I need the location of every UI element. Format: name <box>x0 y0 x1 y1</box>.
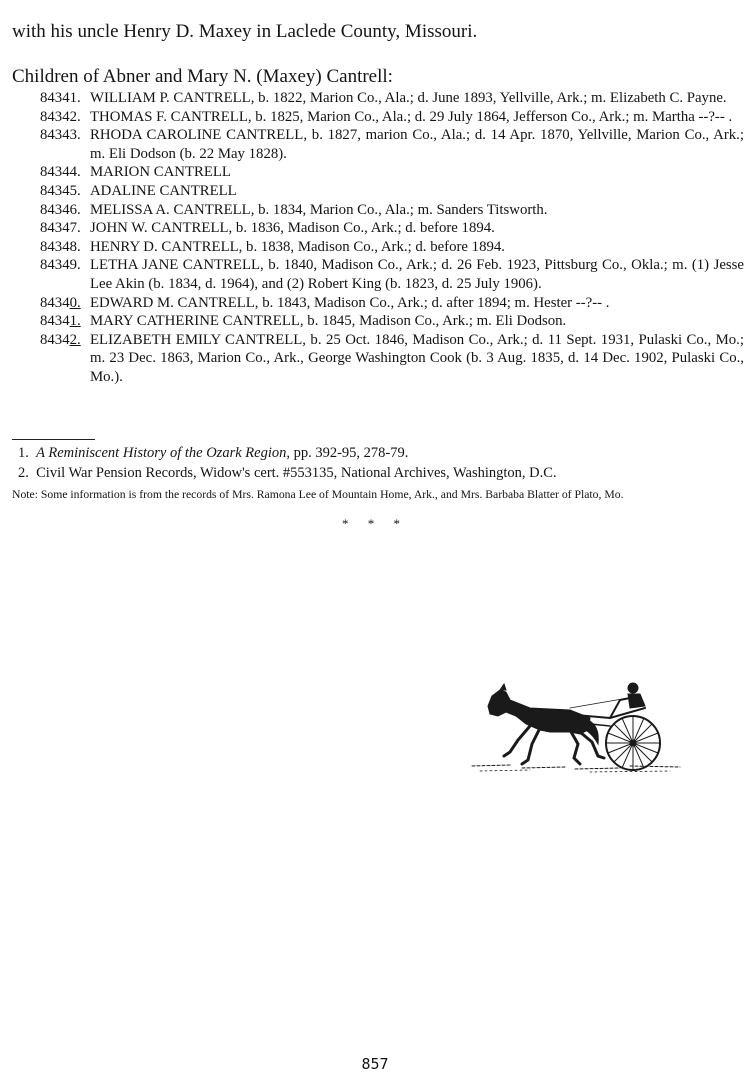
entry-number: 84341. <box>40 313 81 330</box>
list-item <box>40 201 744 220</box>
entry-text: ADALINE CANTRELL <box>90 182 237 199</box>
entry-number: 84345. <box>40 182 81 199</box>
list-item <box>40 182 744 201</box>
entry-text: HENRY D. CANTRELL, b. 1838, Madison Co., Ark.; d. before 1894. <box>90 238 505 255</box>
page-number: 857 <box>361 1055 389 1073</box>
entry-text: RHODA CAROLINE CANTRELL, b. 1827, marion Co., Ala.; d. 14 Apr. 1870, Yellville, Marion Co., Ark.; m. Eli Dodson (b. 22 May 1828). <box>90 127 744 162</box>
horse-and-sulky-icon <box>470 678 685 793</box>
intro-line: with his uncle Henry D. Maxey in Laclede County, Missouri. <box>12 21 478 42</box>
children-list <box>40 89 744 387</box>
entry-number: 84347. <box>40 220 81 237</box>
footnote-1-title: A Reminiscent History of the Ozark Region <box>36 445 287 461</box>
children-heading: Children of Abner and Mary N. (Maxey) Cantrell: <box>12 66 393 87</box>
entry-text: MARY CATHERINE CANTRELL, b. 1845, Madison Co., Ark.; m. Eli Dodson. <box>90 313 567 330</box>
list-item <box>40 294 744 313</box>
entry-number: 84340. <box>40 294 81 311</box>
entry-number: 84343. <box>40 127 81 144</box>
list-item <box>40 256 744 293</box>
entry-text: JOHN W. CANTRELL, b. 1836, Madison Co., Ark.; d. before 1894. <box>90 220 495 237</box>
footnote-rule <box>12 439 95 440</box>
list-item <box>40 108 744 127</box>
entry-text: MELISSA A. CANTRELL, b. 1834, Marion Co., Ala.; m. Sanders Titsworth. <box>90 201 548 218</box>
footnotes <box>18 443 557 483</box>
list-item <box>40 238 744 257</box>
entry-text: ELIZABETH EMILY CANTRELL, b. 25 Oct. 1846, Madison Co., Ark.; d. 11 Sept. 1931, Pulaski Co., Mo.; m. 23 Dec. 1863, Marion Co., Ark., George Washington Cook (b. 3 Aug. 1835, d. 14 Dec. 1902, Pulaski Co., Mo.). <box>90 331 744 385</box>
list-item <box>40 331 744 387</box>
entry-number: 84348. <box>40 238 81 255</box>
entry-text: MARION CANTRELL <box>90 164 231 181</box>
list-item <box>40 163 744 182</box>
list-item <box>40 89 744 108</box>
entry-number: 84349. <box>40 257 81 274</box>
list-item <box>40 312 744 331</box>
entry-number: 84342. <box>40 331 81 348</box>
footnote-1: 1. A Reminiscent History of the Ozark Region, pp. 392-95, 278-79. <box>18 445 409 461</box>
entry-number: 84342. <box>40 108 81 125</box>
entry-number: 84346. <box>40 201 81 218</box>
section-separator: * * * <box>342 516 408 531</box>
entry-text: EDWARD M. CANTRELL, b. 1843, Madison Co., Ark.; d. after 1894; m. Hester --?-- . <box>90 294 610 311</box>
entry-number: 84341. <box>40 90 81 106</box>
footnote-2: 2. Civil War Pension Records, Widow's cert. #553135, National Archives, Washington, D.C. <box>18 465 557 481</box>
list-item <box>40 219 744 238</box>
entry-text: WILLIAM P. CANTRELL, b. 1822, Marion Co., Ala.; d. June 1893, Yellville, Ark.; m. Elizabeth C. Payne. <box>90 90 727 106</box>
list-item <box>40 126 744 163</box>
entry-text: THOMAS F. CANTRELL, b. 1825, Marion Co., Ala.; d. 29 July 1864, Jefferson Co., Ark.; m. Martha --?-- . <box>90 108 733 125</box>
entry-number: 84344. <box>40 164 81 181</box>
entry-text: LETHA JANE CANTRELL, b. 1840, Madison Co., Ark.; d. 26 Feb. 1923, Pittsburg Co., Okla.; m. (1) Jesse Lee Akin (b. 1834, d. 1964), and (2) Robert King (b. 1823, d. 25 July 1906). <box>90 257 744 292</box>
source-note: Note: Some information is from the records of Mrs. Ramona Lee of Mountain Home, Ark., and Mrs. Barbaba Blatter of Plato, Mo. <box>12 488 624 501</box>
